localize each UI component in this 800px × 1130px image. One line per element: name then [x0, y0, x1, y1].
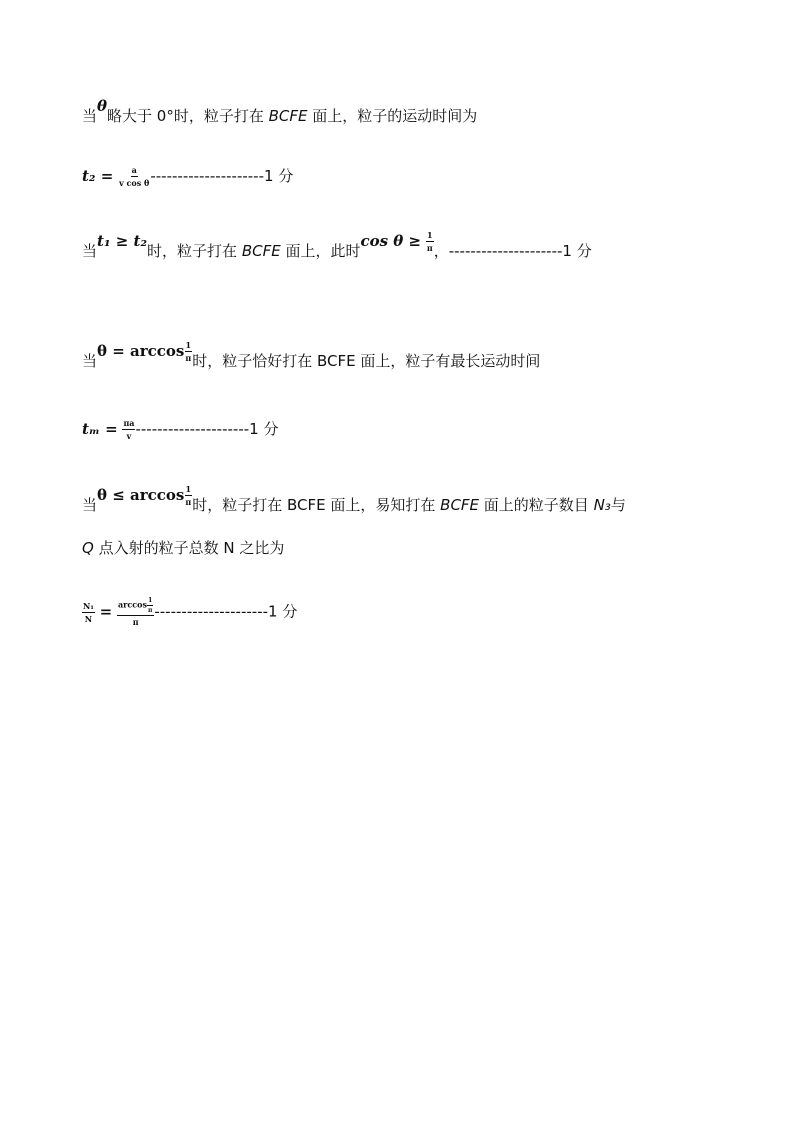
- fraction-n-ratio: [82, 601, 95, 624]
- arccos-text: arccos: [117, 599, 147, 610]
- line-4-text: 时，粒子恰好打在 BCFE 面上，粒子有最长运动时间: [192, 352, 541, 370]
- t2-lhs: t₂ =: [82, 167, 114, 185]
- fraction-denominator: π: [185, 353, 192, 363]
- score-label: 1 分: [264, 167, 294, 185]
- line-3-text2: 面上，此时: [280, 242, 361, 260]
- line-4: [82, 340, 541, 373]
- line-6-prefix: 当: [82, 496, 98, 514]
- line-1-text2: 面上，粒子的运动时间为: [307, 107, 478, 125]
- line-1: [82, 97, 478, 126]
- fraction-numerator: πa: [123, 418, 135, 428]
- line-1-text: 略大于 0°时，粒子打在: [107, 107, 269, 125]
- fraction-arccos: [184, 484, 192, 507]
- fraction-t2: [118, 165, 150, 188]
- fraction-denominator: π: [426, 243, 433, 253]
- answer-dashes: ---------------------: [135, 420, 250, 438]
- fraction-numerator: N₁: [83, 600, 94, 611]
- line-5: [82, 418, 278, 441]
- answer-dashes: ---------------------: [154, 602, 269, 621]
- n3-variable: N₃: [593, 496, 611, 514]
- theta-symbol: θ: [97, 97, 108, 115]
- line-3-text: 时，粒子打在: [147, 242, 242, 260]
- arccos-expr: θ = arccos: [97, 342, 185, 360]
- line-4-prefix: 当: [82, 352, 98, 370]
- face-label: BCFE: [241, 242, 281, 260]
- fraction-numerator: a: [131, 165, 137, 175]
- line-2: [82, 165, 293, 188]
- inner-denominator: π: [147, 607, 153, 614]
- cos-inequality: [360, 230, 433, 253]
- cos-expr: cos θ ≥: [360, 232, 422, 250]
- line-3: [82, 230, 592, 263]
- face-label: BCFE: [440, 496, 480, 514]
- inner-fraction: [147, 597, 153, 614]
- score-label: 1 分: [249, 420, 279, 438]
- q-point: Q: [82, 539, 94, 557]
- line-3-prefix: 当: [82, 242, 98, 260]
- line-8: [82, 597, 297, 627]
- fraction-numerator: 1: [185, 340, 192, 350]
- arccos-expr: θ ≤ arccos: [97, 486, 185, 504]
- score-label: 1 分: [268, 602, 298, 621]
- line-6-text: 时，粒子打在 BCFE 面上，易知打在: [192, 496, 441, 514]
- fraction-denominator: N: [84, 613, 93, 624]
- fraction-denominator: π: [132, 617, 139, 627]
- inner-numerator: 1: [148, 597, 153, 604]
- fraction-arccos: [184, 340, 192, 363]
- score-label: 1 分: [562, 242, 592, 260]
- theta-arccos-ineq: [97, 484, 192, 507]
- line-7-text: 点入射的粒子总数 N 之比为: [93, 539, 285, 557]
- line-7: [82, 538, 284, 558]
- fraction-denominator: v: [126, 431, 132, 441]
- fraction-numerator: 1: [185, 484, 192, 494]
- equals-sign: =: [99, 602, 113, 621]
- condition-expr: t₁ ≥ t₂: [97, 232, 148, 250]
- line-6-text3: 与: [610, 496, 626, 514]
- answer-dashes: ---------------------: [150, 167, 265, 185]
- fraction-denominator: v cos θ: [119, 178, 150, 188]
- line-1-prefix: 当: [82, 107, 98, 125]
- line-6: [82, 484, 626, 517]
- tm-lhs: tₘ =: [82, 420, 118, 438]
- theta-arccos-expr: [97, 340, 192, 363]
- fraction-arccos-over-pi: [117, 597, 154, 627]
- comma: ，: [433, 242, 449, 260]
- fraction-tm: [122, 418, 135, 441]
- answer-dashes: ---------------------: [448, 242, 563, 260]
- fraction-cos: [426, 230, 434, 253]
- face-label: BCFE: [268, 107, 308, 125]
- fraction-denominator: π: [185, 497, 192, 507]
- fraction-numerator: 1: [427, 230, 433, 240]
- fraction-numerator: [117, 597, 154, 616]
- line-6-text2: 面上的粒子数目: [479, 496, 594, 514]
